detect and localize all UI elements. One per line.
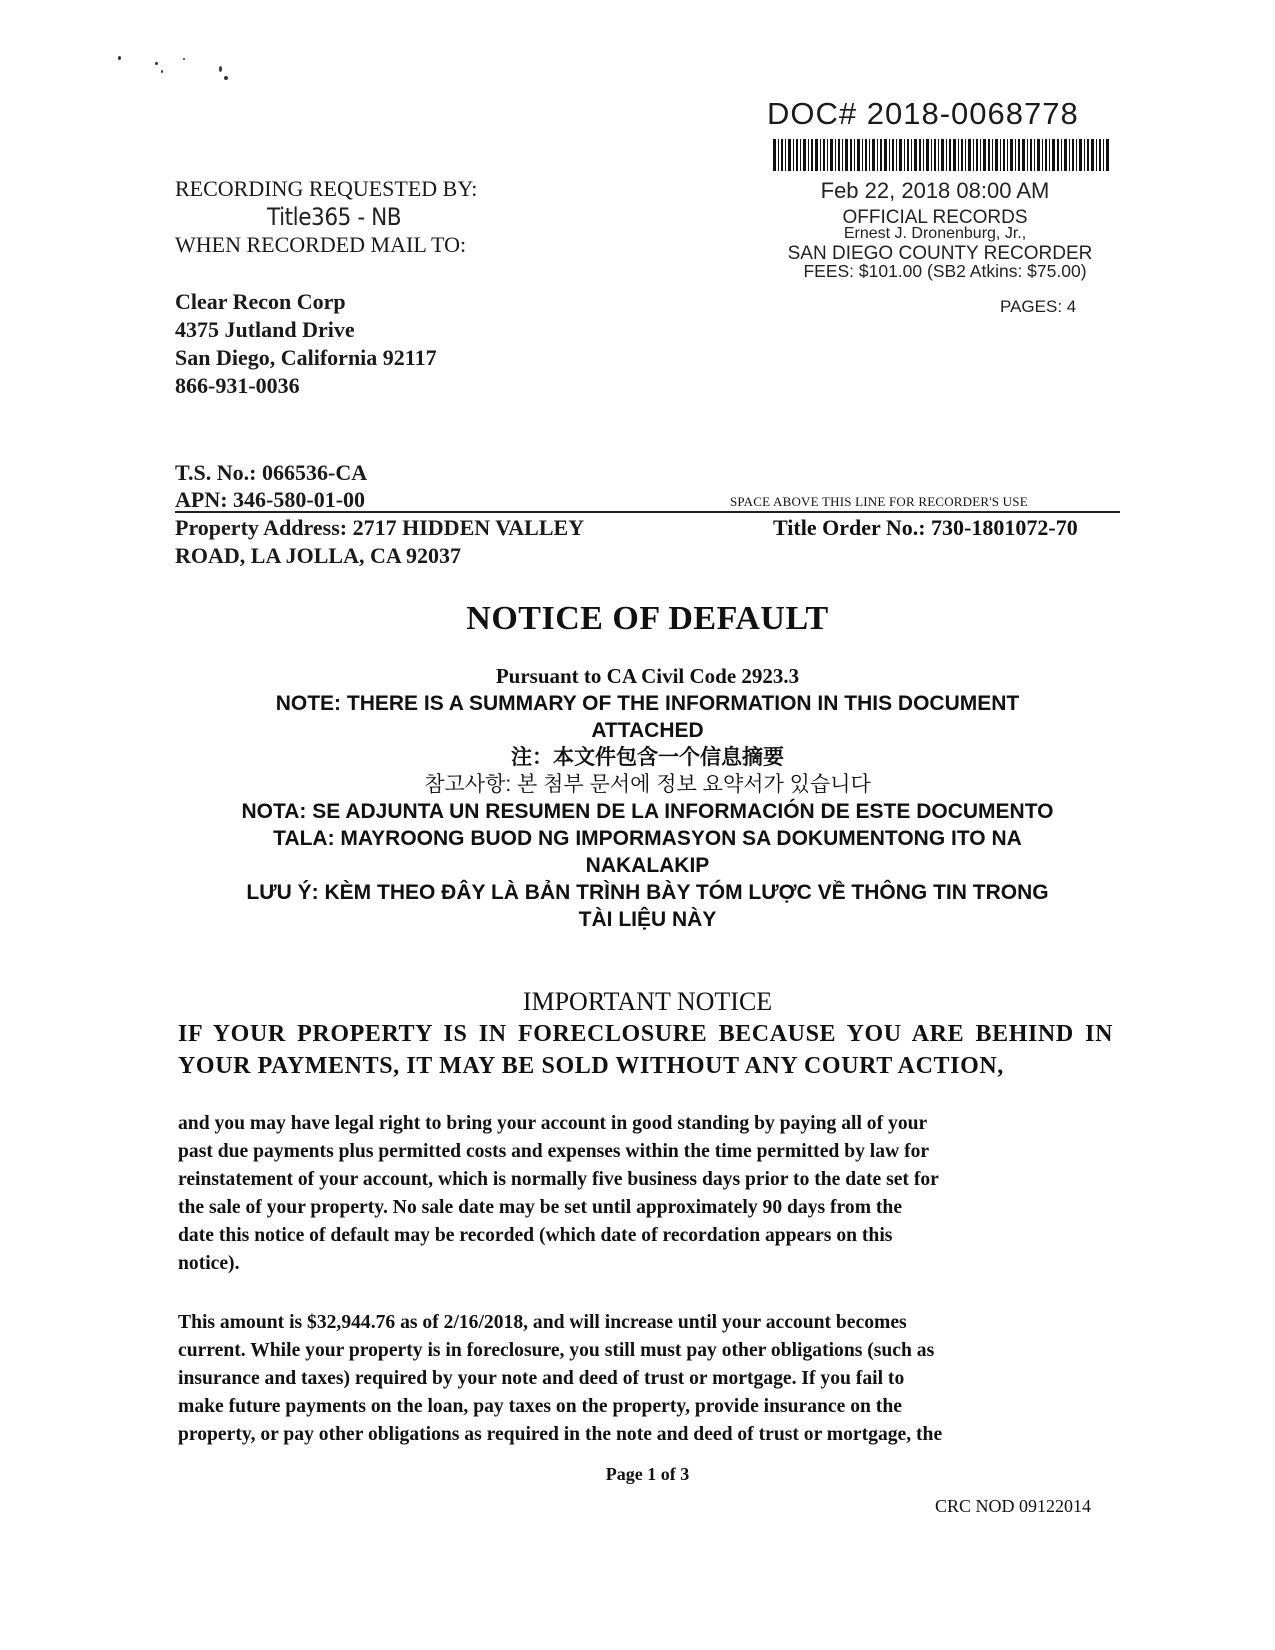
scan-speck (155, 62, 158, 65)
important-notice-heading: IF YOUR PROPERTY IS IN FORECLOSURE BECAUSE YOU ARE BEHIND IN YOUR PAYMENTS, IT MAY BE SOLD WITHOUT ANY COURT ACTION, (178, 1021, 1113, 1079)
requester-handwritten: Title365 - NB (267, 203, 402, 231)
property-address-line2: ROAD, LA JOLLA, CA 92037 (175, 543, 462, 568)
summary-notes (175, 690, 1120, 933)
mail-to-line: 866-931-0036 (175, 373, 300, 398)
note-vietnamese-cont: TÀI LIỆU NÀY (578, 908, 717, 931)
recorder-divider (175, 511, 1120, 513)
scan-speck (183, 58, 185, 60)
recorder-use-label: SPACE ABOVE THIS LINE FOR RECORDER'S USE (730, 494, 1028, 509)
paragraph-line: property, or pay other obligations as required in the note and deed of trust or mortgage, the (178, 1424, 943, 1445)
page-number: Page 1 of 3 (605, 1464, 690, 1484)
recording-requested-by-label: RECORDING REQUESTED BY: (175, 176, 478, 201)
important-notice-title: IMPORTANT NOTICE (522, 987, 773, 1016)
paragraph-line: and you may have legal right to bring your account in good standing by paying all of your (178, 1113, 928, 1134)
scan-speck (219, 66, 222, 72)
note-tagalog-cont: NAKALAKIP (585, 854, 710, 877)
ts-number: T.S. No.: 066536-CA (175, 460, 368, 485)
note-korean: 참고사항: 본 첨부 문서에 정보 요약서가 있습니다 (424, 773, 871, 796)
paragraph-line: make future payments on the loan, pay taxes on the property, provide insurance on the (178, 1396, 902, 1417)
barcode-icon (773, 139, 1109, 171)
scan-speck (161, 70, 163, 73)
paragraph-line: date this notice of default may be recorded (which date of recordation appears on this (178, 1225, 893, 1246)
pursuant-line: Pursuant to CA Civil Code 2923.3 (495, 664, 800, 688)
document-title: NOTICE OF DEFAULT (466, 600, 829, 637)
apn-number: APN: 346-580-01-00 (175, 487, 366, 512)
note-chinese: 注：本文件包含一个信息摘要 (511, 746, 784, 769)
note-tagalog: TALA: MAYROONG BUOD NG IMPORMASYON SA DOKUMENTONG ITO NA (273, 827, 1022, 850)
recording-fees: FEES: $101.00 (SB2 Atkins: $75.00) (803, 261, 1087, 281)
mail-to-address (175, 288, 437, 400)
recording-datetime: Feb 22, 2018 08:00 AM (820, 178, 1050, 203)
paragraph-line: the sale of your property. No sale date may be set until approximately 90 days from the (178, 1197, 903, 1218)
property-address-line1: Property Address: 2717 HIDDEN VALLEY (175, 515, 585, 540)
paragraph-line: reinstatement of your account, which is normally five business days prior to the date set for (178, 1169, 939, 1190)
official-records: OFFICIAL RECORDS (842, 207, 1028, 228)
amount-paragraph (178, 1309, 1113, 1449)
pages-count: PAGES: 4 (1000, 297, 1077, 316)
paragraph-line: notice). (178, 1253, 240, 1274)
note-vietnamese: LƯU Ý: KÈM THEO ĐÂY LÀ BẢN TRÌNH BÀY TÓM LƯỢC VỀ THÔNG TIN TRONG (246, 881, 1049, 904)
paragraph-line: This amount is $32,944.76 as of 2/16/2018, and will increase until your account becomes (178, 1312, 907, 1333)
paragraph-line: current. While your property is in foreclosure, you still must pay other obligations (such as (178, 1340, 935, 1361)
when-recorded-mail-to-label: WHEN RECORDED MAIL TO: (175, 232, 467, 257)
doc-number: DOC# 2018-0068778 (767, 96, 1079, 131)
paragraph-line: past due payments plus permitted costs and expenses within the time permitted by law for (178, 1141, 930, 1162)
mail-to-line: Clear Recon Corp (175, 289, 346, 314)
scan-speck (118, 56, 121, 60)
mail-to-line: 4375 Jutland Drive (175, 317, 355, 342)
note-english: NOTE: THERE IS A SUMMARY OF THE INFORMATION IN THIS DOCUMENT (275, 692, 1020, 715)
reinstatement-paragraph (178, 1110, 1113, 1278)
recorder-name: Ernest J. Dronenburg, Jr., (843, 225, 1027, 242)
title-order-number: Title Order No.: 730-1801072-70 (773, 515, 1078, 540)
scan-speck (224, 76, 228, 80)
note-english-cont: ATTACHED (591, 719, 704, 742)
county-recorder: SAN DIEGO COUNTY RECORDER (787, 243, 1093, 264)
note-spanish: NOTA: SE ADJUNTA UN RESUMEN DE LA INFORMACIÓN DE ESTE DOCUMENTO (241, 800, 1054, 823)
mail-to-line: San Diego, California 92117 (175, 345, 437, 370)
form-code: CRC NOD 09122014 (935, 1496, 1092, 1516)
paragraph-line: insurance and taxes) required by your note and deed of trust or mortgage. If you fail to (178, 1368, 905, 1389)
